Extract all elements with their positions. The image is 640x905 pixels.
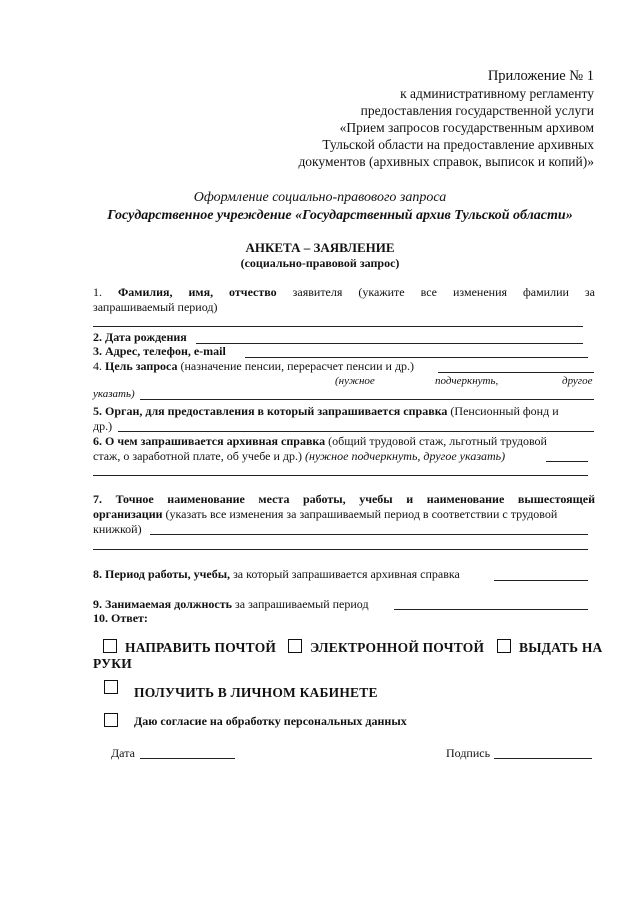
field-6-input-line[interactable] [546, 461, 588, 462]
field-3-input-line[interactable] [245, 357, 588, 358]
field-3-label: 3. Адрес, телефон, e-mail [93, 344, 226, 358]
option-in-person-cont: РУКИ [93, 656, 132, 671]
institution-name: Государственное учреждение «Государственный архив Тульской области» [107, 208, 573, 223]
header-line-5: документов (архивных справок, выписок и копий)» [298, 154, 594, 169]
checkbox-cabinet[interactable] [104, 680, 118, 694]
field-5-label: 5. Орган, для предоставления в который запрашивается справка (Пенсионный фонд и [93, 404, 559, 418]
field-7-label-cont-2: книжкой) [93, 522, 142, 536]
field-4-hint-b: подчеркнуть, [435, 375, 499, 387]
consent-label: Даю согласие на обработку персональных данных [134, 714, 407, 728]
field-7-label-cont: организации (указать все изменения за запрашиваемый период в соответствии с трудовой [93, 507, 558, 521]
field-9-label: 9. Занимаемая должность за запрашиваемый период [93, 597, 369, 611]
header-block [240, 68, 594, 170]
field-8-label: 8. Период работы, учебы, за который запрашивается архивная справка [93, 567, 460, 581]
checkbox-in-person[interactable] [497, 639, 511, 653]
field-1-label-cont: запрашиваемый период) [93, 300, 218, 314]
date-label: Дата [111, 746, 135, 760]
signature-input-line[interactable] [494, 758, 592, 759]
field-4-input-line[interactable] [438, 372, 594, 373]
field-7-input-line-2[interactable] [93, 549, 588, 550]
field-6-input-line-2[interactable] [93, 475, 588, 476]
signature-label: Подпись [446, 746, 491, 760]
field-2-input-line[interactable] [196, 343, 583, 344]
header-line-4: Тульской области на предоставление архивных [322, 137, 594, 152]
field-7-input-line[interactable] [150, 534, 588, 535]
field-7-label: 7. Точное наименование места работы, учебы и наименование вышестоящей [93, 492, 595, 506]
option-cabinet-label: ПОЛУЧИТЬ В ЛИЧНОМ КАБИНЕТЕ [134, 685, 378, 700]
header-line-1: к административному регламенту [400, 86, 594, 101]
field-4-hint-c: другое [562, 375, 593, 387]
date-input-line[interactable] [140, 758, 235, 759]
field-2-label: 2. Дата рождения [93, 330, 187, 344]
header-line-3: «Прием запросов государственным архивом [339, 120, 594, 135]
option-email[interactable]: ЭЛЕКТРОННОЙ ПОЧТОЙ [288, 639, 484, 656]
checkbox-consent[interactable] [104, 713, 118, 727]
form-subtitle: (социально-правовой запрос) [240, 256, 400, 270]
form-title: АНКЕТА – ЗАЯВЛЕНИЕ [245, 240, 395, 255]
appendix-number: Приложение № 1 [487, 68, 594, 84]
field-8-input-line[interactable] [494, 580, 588, 581]
field-9-input-line[interactable] [394, 609, 588, 610]
option-post[interactable]: НАПРАВИТЬ ПОЧТОЙ [103, 639, 276, 656]
field-4-hint-d: указать) [93, 388, 135, 400]
checkbox-post[interactable] [103, 639, 117, 653]
checkbox-email[interactable] [288, 639, 302, 653]
header-line-2: предоставления государственной услуги [360, 103, 594, 118]
field-5-label-cont: др.) [93, 419, 113, 433]
field-4-label: 4. Цель запроса (назначение пенсии, перерасчет пенсии и др.) [93, 359, 415, 373]
field-4-input-line-2[interactable] [140, 399, 594, 400]
request-subtitle: Оформление социально-правового запроса [193, 190, 447, 205]
field-4-hint-a: (нужное [335, 375, 375, 387]
field-6-label: 6. О чем запрашивается архивная справка (общий трудовой стаж, льготный трудовой [93, 434, 547, 448]
field-10-label: 10. Ответ: [93, 611, 148, 625]
field-5-input-line[interactable] [118, 431, 594, 432]
field-6-label-cont: стаж, о заработной плате, об учебе и др.) (нужное подчеркнуть, другое указать) [93, 449, 506, 463]
field-1-input-line[interactable] [93, 326, 583, 327]
field-1-label: 1. Фамилия, имя, отчество заявителя (укажите все изменения фамилии за [93, 285, 595, 299]
option-in-person[interactable]: ВЫДАТЬ НА [497, 639, 602, 656]
